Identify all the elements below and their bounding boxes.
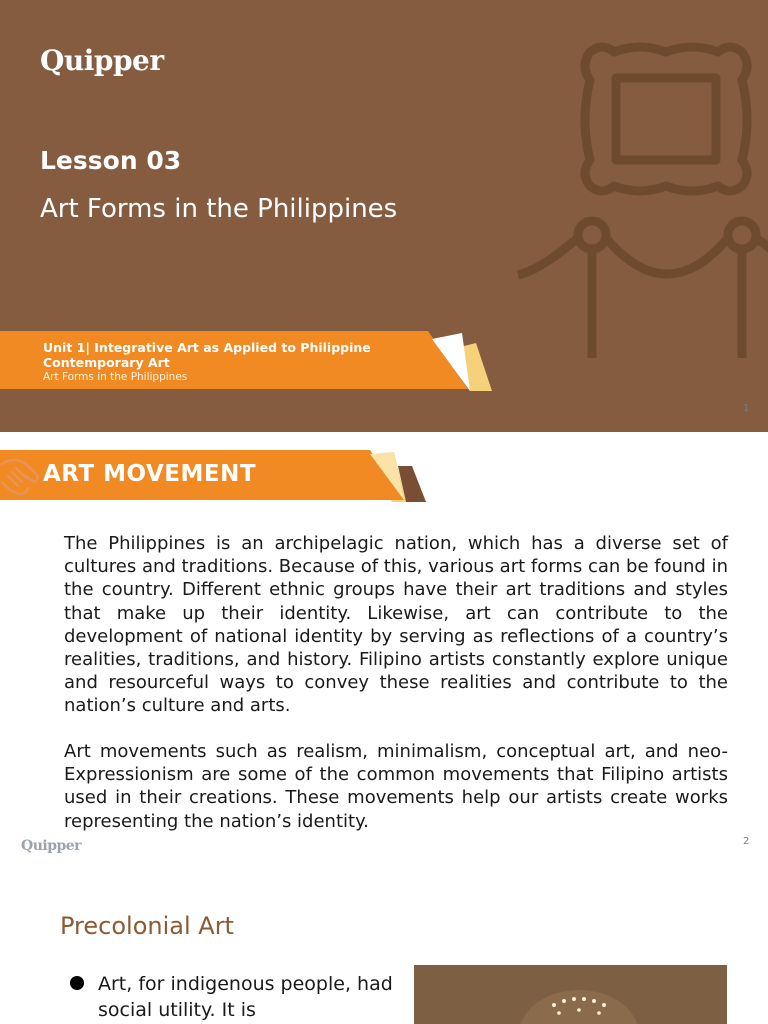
quipper-logo: Quipper: [40, 44, 164, 77]
handshake-icon: [0, 452, 42, 500]
page-number: 1: [743, 403, 750, 414]
lesson-title: Art Forms in the Philippines: [40, 194, 398, 224]
section-heading: ART MOVEMENT: [43, 461, 257, 487]
movements-paragraph: Art movements such as realism, minimalism, conceptual art, and neo-Expressionism are some of the common movements that Filipino artists used in their creations. These movements help our artists create works representing the nation’s identity.: [64, 741, 728, 832]
page-number: 2: [743, 836, 750, 847]
picture-frame-icon: [585, 47, 747, 191]
bullet-dot: [70, 976, 84, 990]
slide-heading: Precolonial Art: [60, 912, 234, 940]
bullet-text: Art, for indigenous people, had social utility. It is: [98, 973, 393, 1021]
intro-paragraph: The Philippines is an archipelagic nation, which has a diverse set of cultures and traditions. Because of this, various art forms can be found in the country. Different ethnic groups have their art traditions and styles that make up their identity. Likewise, art can contribute to the development of national identity by serving as reflections of a country’s realities, traditions, and history. Filipino artists constantly explore unique and resourceful ways to convey these realities and contribute to the nation’s culture and arts.: [64, 533, 728, 717]
museum-decoration: [510, 40, 768, 370]
unit-label: Unit 1| Integrative Art as Applied to Philippine Contemporary Art: [43, 340, 371, 370]
quipper-footer-logo: Quipper: [21, 838, 82, 854]
unit-subtitle: Art Forms in the Philippines: [43, 371, 188, 383]
artifact-photo: [414, 965, 727, 1024]
stanchion-rope-icon: [518, 221, 768, 358]
title-slide: [0, 0, 768, 432]
lesson-number: Lesson 03: [40, 146, 182, 175]
artifact-image: [414, 965, 727, 1024]
